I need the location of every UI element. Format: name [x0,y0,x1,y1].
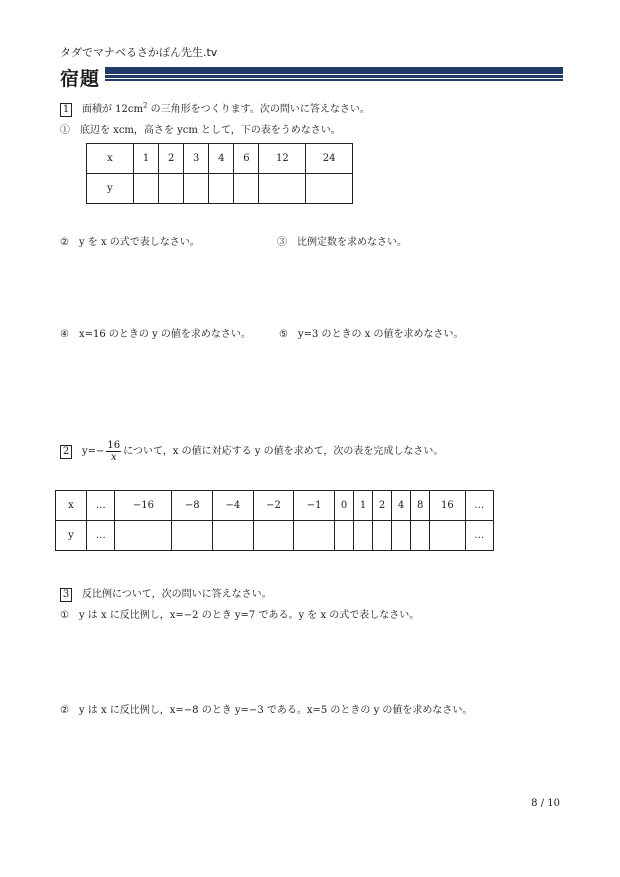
q2-cell: −1 [294,491,335,521]
q2-cell: −4 [213,491,254,521]
title-rule-thick [105,67,563,74]
q1-intro [60,100,370,117]
q2-fraction [106,440,121,463]
q2-table-row-x [56,491,494,521]
q1-answer-cell[interactable] [159,174,184,204]
q2-cell: −16 [115,491,172,521]
q1-cell: 12 [259,144,306,174]
q1-cell: 1 [134,144,159,174]
q1-table [86,143,353,204]
title-rule-thin [105,79,563,81]
q1-cell: 6 [234,144,259,174]
q2-cell: −8 [172,491,213,521]
q2-number-box: 2 [60,445,72,459]
q2-text: について，x の値に対応する y の値を求めて，次の表を完成しなさい。 [123,446,444,457]
q2-answer-cell[interactable] [253,521,294,551]
q2-cell: 1 [354,491,373,521]
q2-cell: y [56,521,87,551]
q3-intro [60,585,272,602]
page-number: 8 / 10 [531,798,560,809]
q2-answer-cell[interactable] [115,521,172,551]
q1-cell: y [87,174,134,204]
q1-intro-text-b: の三角形をつくります。次の問いに答えなさい。 [147,104,370,115]
q1-number-box: 1 [60,103,72,117]
q2-table [55,490,494,551]
q1-intro-text-a: 面積が 12cm [82,104,143,115]
q1-cell: 24 [306,144,353,174]
q1-sub5: ⑤ y=3 のときの x の値を求めなさい。 [279,329,464,340]
q2-fraction-denominator: x [110,452,117,463]
q1-table-row-x [87,144,353,174]
site-name: タダでマナベるさかぽん先生.tv [60,46,218,59]
q2-cell: x [56,491,87,521]
q2-answer-cell[interactable] [411,521,430,551]
q1-table-row-y [87,174,353,204]
q2-cell: 8 [411,491,430,521]
q3-sub1: ① y は x に反比例し，x=−2 のとき y=7 である。y を x の式で表しなさい。 [60,610,420,621]
q2-answer-cell[interactable] [392,521,411,551]
q1-answer-cell[interactable] [184,174,209,204]
q2-answer-cell[interactable] [172,521,213,551]
q3-intro-text: 反比例について，次の問いに答えなさい。 [82,589,272,600]
q2-answer-cell[interactable] [334,521,353,551]
title-rule-mid [105,75,563,78]
q3-sub2: ② y は x に反比例し，x=−8 のとき y=−3 である。x=5 のときの y の値を求めなさい。 [60,705,473,716]
q1-cell: 2 [159,144,184,174]
q1-answer-cell[interactable] [306,174,353,204]
q2-fraction-numerator: 16 [107,440,121,451]
q1-sub4: ④ x=16 のときの y の値を求めなさい。 [60,329,251,340]
q2-answer-cell[interactable] [430,521,465,551]
q1-sub3: ③ 比例定数を求めなさい。 [277,237,407,248]
q2-cell: … [87,521,115,551]
q1-answer-cell[interactable] [209,174,234,204]
q2-cell: 16 [430,491,465,521]
q2-cell: −2 [253,491,294,521]
q2-cell: … [465,521,493,551]
page-title: 宿題 [60,68,101,90]
q2-answer-cell[interactable] [213,521,254,551]
q1-sub1: ① 底辺を xcm，高さを ycm として，下の表をうめなさい。 [60,125,341,136]
q1-answer-cell[interactable] [134,174,159,204]
q1-answer-cell[interactable] [234,174,259,204]
q2-intro [60,440,443,463]
q2-answer-cell[interactable] [294,521,335,551]
q2-answer-cell[interactable] [354,521,373,551]
q1-cell: 4 [209,144,234,174]
q2-equation-prefix: y=− [82,446,105,457]
q1-cell: 3 [184,144,209,174]
q1-answer-cell[interactable] [259,174,306,204]
q1-cell: x [87,144,134,174]
q2-cell: 4 [392,491,411,521]
q2-cell: … [465,491,493,521]
q2-cell: 2 [373,491,392,521]
q1-sub2: ② y を x の式で表しなさい。 [60,237,200,248]
q2-table-row-y [56,521,494,551]
q1-intro-superscript: 2 [143,101,148,110]
q2-cell: … [87,491,115,521]
q3-number-box: 3 [60,588,72,602]
q2-answer-cell[interactable] [373,521,392,551]
q2-cell: 0 [334,491,353,521]
